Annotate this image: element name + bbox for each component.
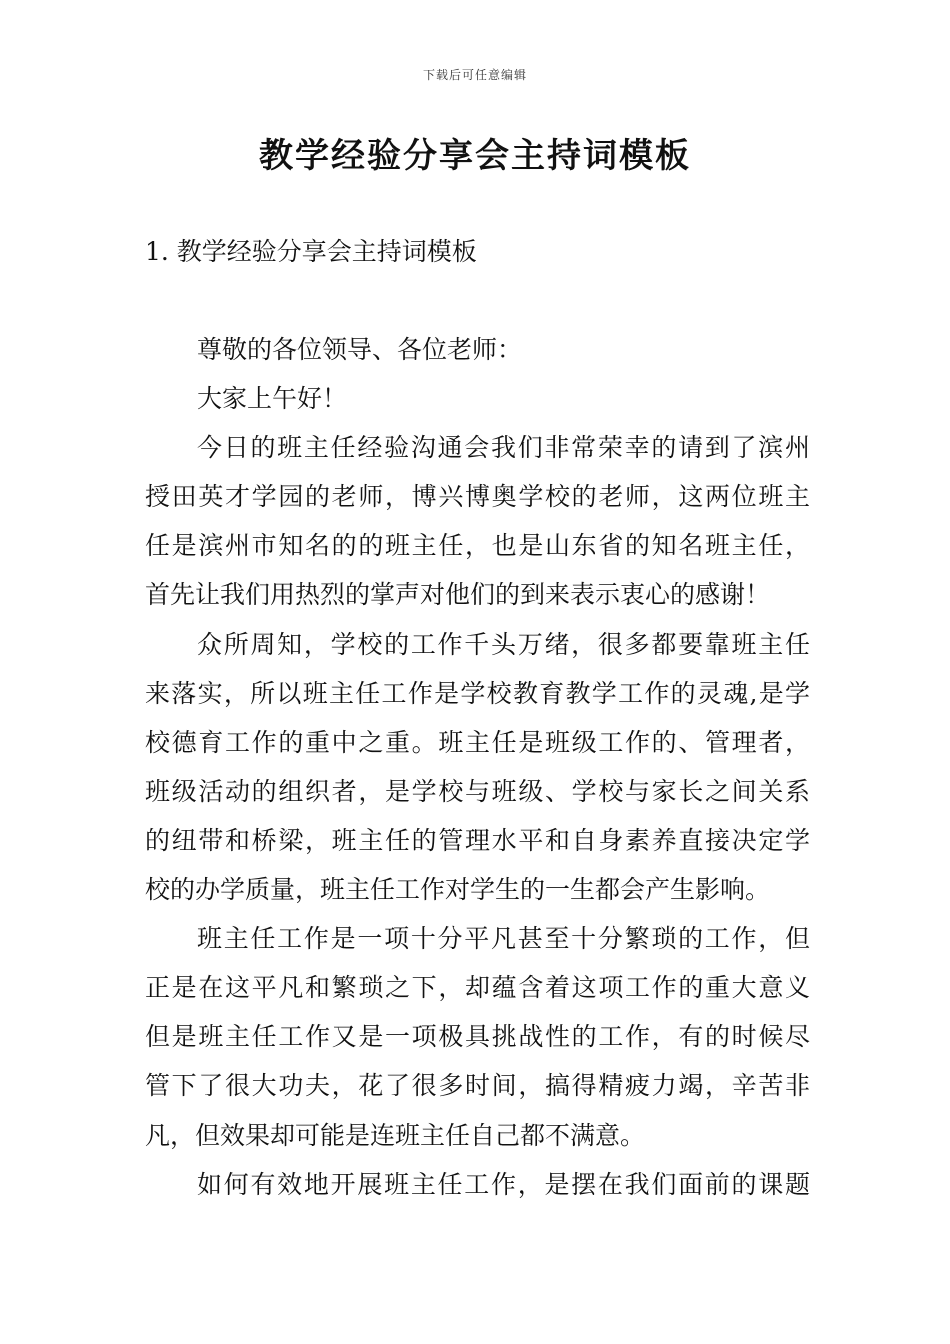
document-title: 教学经验分享会主持词模板 — [259, 136, 691, 176]
paragraph-line: 任是滨州市知名的的班主任，也是山东省的知名班主任， — [145, 531, 810, 561]
greeting-line: 大家上午好！ — [197, 384, 348, 414]
paragraph-line: 来落实，所以班主任工作是学校教育教学工作的灵魂,是学 — [145, 678, 810, 708]
paragraph-line: 校德育工作的重中之重。班主任是班级工作的、管理者， — [145, 727, 810, 757]
paragraph-line: 管下了很大功夫，花了很多时间，搞得精疲力竭，辛苦非 — [145, 1071, 810, 1101]
paragraph-line: 正是在这平凡和繁琐之下，却蕴含着这项工作的重大意义 — [145, 973, 810, 1003]
paragraph-line: 班主任工作是一项十分平凡甚至十分繁琐的工作，但 — [197, 924, 810, 954]
paragraph-line: 授田英才学园的老师，博兴博奥学校的老师，这两位班主 — [145, 482, 810, 512]
paragraph-line: 但是班主任工作又是一项极具挑战性的工作，有的时候尽 — [145, 1022, 810, 1052]
paragraph-line: 的纽带和桥梁，班主任的管理水平和自身素养直接决定学 — [145, 825, 810, 855]
header-note: 下载后可任意编辑 — [422, 68, 527, 82]
salutation-line: 尊敬的各位领导、各位老师： — [197, 335, 523, 364]
paragraph-line: 班级活动的组织者，是学校与班级、学校与家长之间关系 — [145, 776, 810, 806]
paragraph-line: 如何有效地开展班主任工作，是摆在我们面前的课题 — [197, 1169, 810, 1199]
paragraph-line: 今日的班主任经验沟通会我们非常荣幸的请到了滨州 — [197, 433, 810, 463]
paragraph-line: 首先让我们用热烈的掌声对他们的到来表示衷心的感谢！ — [145, 580, 771, 610]
paragraph-line: 校的办学质量，班主任工作对学生的一生都会产生影响。 — [145, 875, 771, 905]
document-body — [145, 330, 810, 1214]
paragraph-line: 众所周知，学校的工作千头万绪，很多都要靠班主任 — [197, 629, 810, 659]
paragraph-line: 凡，但效果却可能是连班主任自己都不满意。 — [145, 1120, 646, 1150]
section-heading: 1. 教学经验分享会主持词模板 — [145, 237, 477, 266]
